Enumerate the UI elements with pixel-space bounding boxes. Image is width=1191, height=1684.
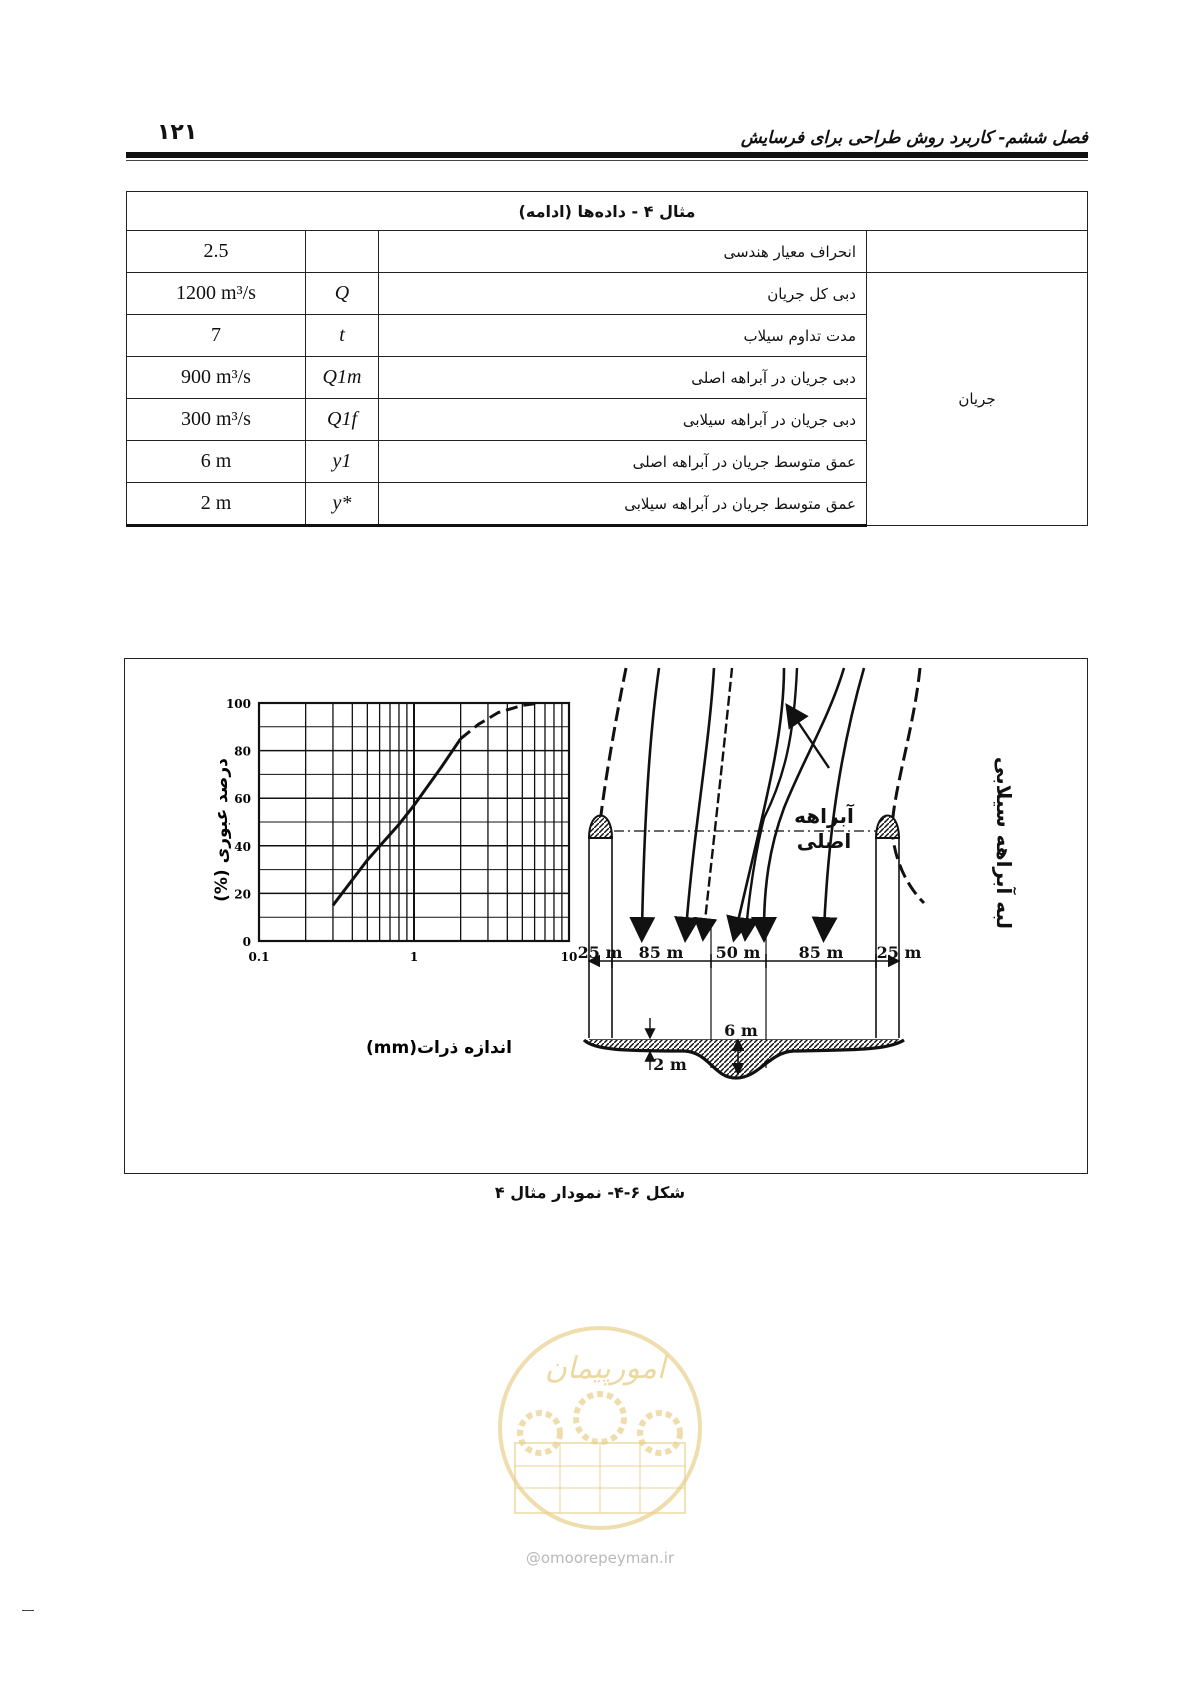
description-cell: انحراف معیار هندسی [379,231,867,273]
corner-mark [22,1610,34,1611]
page-number: ۱۲۱ [157,120,198,145]
description-cell: عمق متوسط جریان در آبراهه اصلی [379,441,867,483]
description-cell: دبی جریان در آبراهه سیلابی [379,399,867,441]
stream-line-6 [764,668,844,930]
depth-flood-label: 2 m [653,1055,687,1074]
flood-bank-label: لبه آبراهه سیلابی [992,756,1016,930]
y-tick-label: 60 [234,792,251,807]
watermark-logo-text: امورپیمان [544,1351,666,1386]
value-cell: 2.5 [127,231,306,273]
value-cell: 7 [127,315,306,357]
depth-main-label: 6 m [724,1021,758,1040]
chapter-title: فصل ششم- کاربرد روش طراحی برای فرسایش [740,128,1088,148]
grain-size-chart [212,697,577,1058]
x-tick-label: 1 [409,950,419,964]
symbol-cell: y1 [306,441,379,483]
main-channel-label-line1: آبراهه [794,804,854,828]
header-rule [126,152,1088,158]
width-label-right-floodplain: 25 m [876,943,922,962]
gradation-curve-dashed [461,703,540,739]
x-tick-label: 0.1 [248,950,270,964]
description-cell: عمق متوسط جریان در آبراهه سیلابی [379,483,867,526]
description-cell: دبی کل جریان [379,273,867,315]
symbol-cell [306,231,379,273]
value-cell: 300 m³/s [127,399,306,441]
stream-line-5 [746,668,797,930]
main-channel-label-line2: اصلی [796,829,852,853]
table-caption-row [127,192,1088,231]
symbol-cell: Q [306,273,379,315]
width-label-left-main: 85 m [638,943,684,962]
description-cell: مدت تداوم سیلاب [379,315,867,357]
right-bank-dashed-line [892,668,924,903]
cross-section-bed [584,1040,904,1078]
symbol-cell: Q1m [306,357,379,399]
value-cell: 6 m [127,441,306,483]
left-levee [589,816,612,839]
symbol-cell: t [306,315,379,357]
group-cell: جریان [867,273,1088,526]
width-label-main-channel: 50 m [715,943,761,962]
watermark-logo [490,1318,710,1538]
description-cell: دبی جریان در آبراهه اصلی [379,357,867,399]
stream-line-2 [686,668,714,930]
value-cell: 2 m [127,483,306,526]
y-tick-label: 80 [234,744,251,759]
x-tick-label: 10 [560,950,578,964]
table-row [127,231,1088,273]
left-bank-dashed-line [600,668,626,823]
y-tick-label: 100 [225,697,251,711]
width-label-right-main: 85 m [798,943,844,962]
y-tick-label: 0 [242,935,251,949]
y-tick-label: 40 [234,839,251,854]
table-row [127,273,1088,315]
chart-y-axis-label: درصد عبوری (%) [212,758,232,902]
channel-diagram [584,668,924,1078]
watermark-url: @omoorepeyman.ir [525,1549,675,1567]
value-cell: 1200 m³/s [127,273,306,315]
chart-x-axis-label: اندازه ذرات(mm) [365,1038,513,1058]
symbol-cell: Q1f [306,399,379,441]
chart-ticks [226,697,577,964]
table-caption: مثال ۴ - داده‌ها (ادامه) [127,192,1088,231]
chart-grid [259,703,569,941]
chart-series [333,703,540,905]
right-levee [876,816,899,839]
stream-line-3 [704,668,732,930]
figure-graphic [124,658,1088,1174]
figure-caption: شکل ۶-۴- نمودار مثال ۴ [494,1183,686,1202]
y-tick-label: 20 [234,887,251,902]
group-cell-empty [867,231,1088,273]
header-rule-thin [126,160,1088,161]
stream-line-4 [736,668,784,930]
data-table [126,191,1088,527]
value-cell: 900 m³/s [127,357,306,399]
width-label-left-floodplain: 25 m [577,943,623,962]
symbol-cell: y* [306,483,379,526]
stream-line-1 [642,668,659,930]
